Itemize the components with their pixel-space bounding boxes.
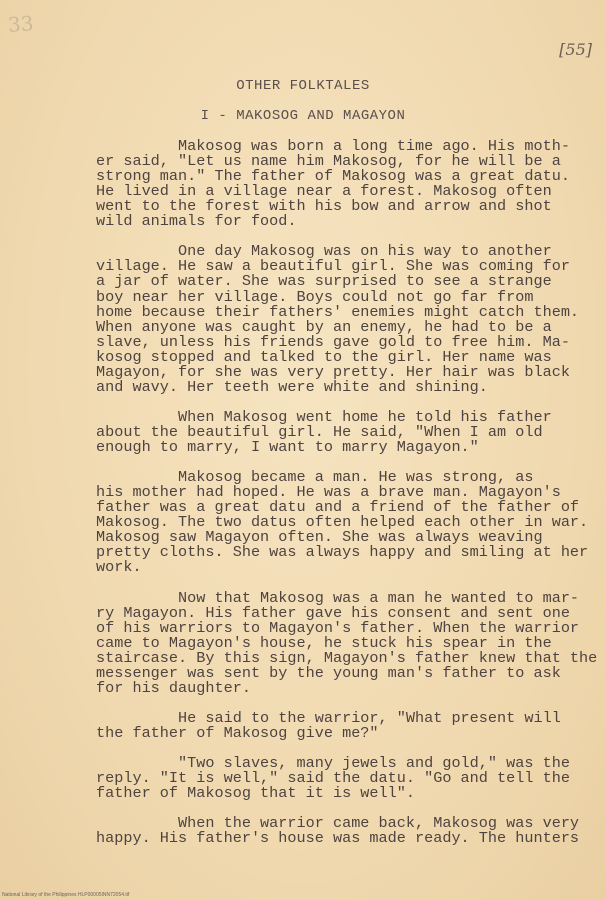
text-line: messenger was sent by the young man's father to ask [96,663,561,682]
text-line: a jar of water. She was surprised to see a strange [96,272,552,291]
text-line: Magayon, for she was very pretty. Her hair was black [96,362,570,381]
text-line: Makosog became a man. He was strong, as [96,468,534,487]
text-line: enough to marry, I want to marry Magayon." [96,438,479,456]
text-line: wild animals for food. [96,212,297,231]
text-line: When anyone was caught by an enemy, he had to be a [96,317,552,336]
text-line: village. He saw a beautiful girl. She was coming for [96,257,570,276]
text-line: Makosog saw Magayon often. She was always weaving [96,528,543,547]
text-line: about the beautiful girl. He said, "When I am old [96,422,543,441]
text-line: happy. His father's house was made ready. The hunters [96,829,580,848]
text-line: pretty cloths. She was always happy and smiling at her [96,543,589,562]
text-line: Makosog was born a long time ago. His moth- [96,137,570,155]
text-line: his mother had hoped. He was a brave man. Magayon's [96,483,561,502]
text-line: boy near her village. Boys could not go far from [96,287,534,306]
text-line: kosog stopped and talked to the girl. Her name was [96,347,552,366]
text-line: When Makosog went home he told his father [96,407,552,426]
subheading: I - MAKOSOG AND MAGAYON [200,108,406,124]
text-line: "Two slaves, many jewels and gold," was the [96,754,570,773]
text-line: One day Makosog was on his way to another [96,242,552,261]
text-line: He lived in a village near a forest. Makosog often [96,182,552,201]
text-line: went to the forest with his bow and arrow and shot [96,197,552,216]
text-line: for his daughter. [96,678,251,697]
text-line: home because their fathers' enemies might catch them. [96,302,580,321]
page-number: [55] [559,40,592,59]
text-line: and wavy. Her teeth were white and shining. [96,377,488,396]
text-line: ry Magayon. His father gave his consent and sent one [96,603,570,622]
heading: OTHER FOLKTALES [236,78,370,94]
text-line: staircase. By this sign, Magayon's father knew that the [96,648,598,667]
text-line: work. [96,558,142,577]
text-line: When the warrior came back, Makosog was very [96,814,580,833]
footer-caption: National Library of the Philippines HLP00005INN72054.tif [2,892,130,898]
text-line: slave, unless his friends gave gold to free him. Ma- [96,332,570,351]
text-line: of his warriors to Magayon's father. When the warrior [96,618,580,637]
text-line: er said, "Let us name him Makosog, for he will be a [96,152,561,171]
text-line: Makosog. The two datus often helped each other in war. [96,513,589,532]
text-line: Now that Makosog was a man he wanted to mar- [96,588,580,607]
text-line: reply. "It is well," said the datu. "Go and tell the [96,769,570,788]
text-line: strong man." The father of Makosog was a great datu. [96,167,570,186]
corner-pencil-mark: 33 [7,11,35,37]
text-line: He said to the warrior, "What present will [96,708,561,727]
text-line: came to Magayon's house, he stuck his spear in the [96,633,552,652]
text-line: father was a great datu and a friend of the father of [96,498,580,517]
text-line: father of Makosog that it is well". [96,784,415,803]
text-line: the father of Makosog give me?" [96,723,379,742]
